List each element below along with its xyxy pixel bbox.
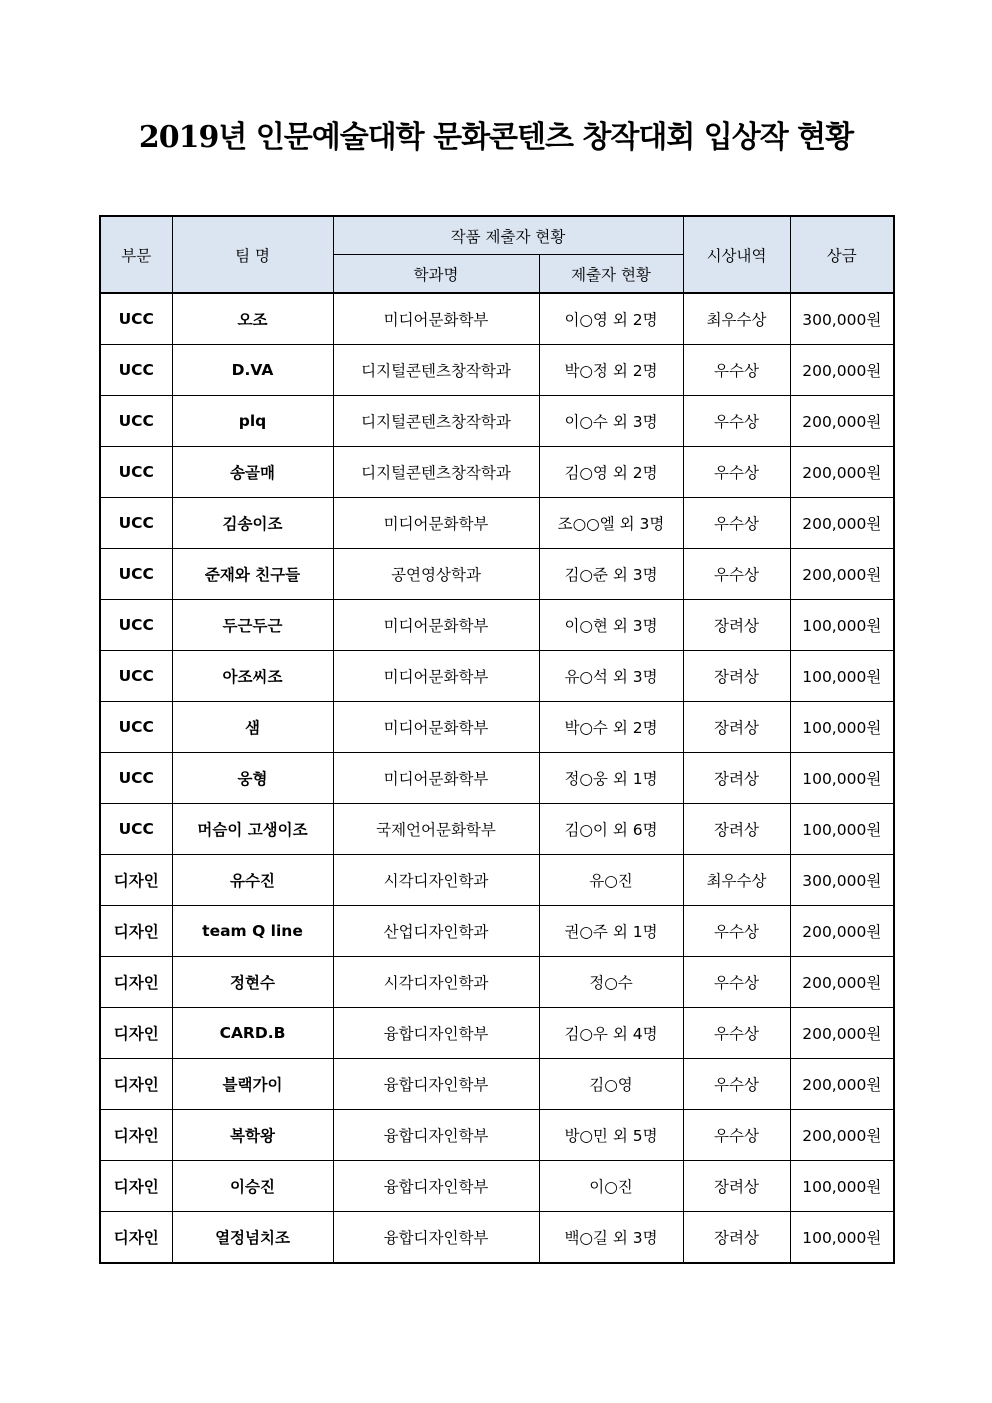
table-body bbox=[100, 293, 894, 1263]
cell-department: 디지털콘텐츠창작학과 bbox=[333, 345, 539, 396]
cell-prize: 200,000원 bbox=[790, 1059, 894, 1110]
cell-prize: 100,000원 bbox=[790, 753, 894, 804]
cell-team: 송골매 bbox=[172, 447, 333, 498]
table-row bbox=[100, 1161, 894, 1212]
cell-team: 복학왕 bbox=[172, 1110, 333, 1161]
cell-division: 디자인 bbox=[100, 906, 172, 957]
header-prize: 상금 bbox=[790, 216, 894, 293]
cell-prize: 200,000원 bbox=[790, 345, 894, 396]
cell-prize: 200,000원 bbox=[790, 447, 894, 498]
table-row bbox=[100, 1059, 894, 1110]
cell-team: 오조 bbox=[172, 293, 333, 345]
cell-division: 디자인 bbox=[100, 1161, 172, 1212]
table-row bbox=[100, 855, 894, 906]
cell-department: 디지털콘텐츠창작학과 bbox=[333, 447, 539, 498]
cell-submitter: 권○주 외 1명 bbox=[539, 906, 683, 957]
header-award: 시상내역 bbox=[683, 216, 790, 293]
cell-division: UCC bbox=[100, 600, 172, 651]
cell-prize: 300,000원 bbox=[790, 293, 894, 345]
cell-award: 장려상 bbox=[683, 1161, 790, 1212]
cell-prize: 200,000원 bbox=[790, 396, 894, 447]
cell-department: 미디어문화학부 bbox=[333, 600, 539, 651]
cell-division: UCC bbox=[100, 651, 172, 702]
cell-department: 융합디자인학부 bbox=[333, 1110, 539, 1161]
cell-division: UCC bbox=[100, 549, 172, 600]
cell-submitter: 유○석 외 3명 bbox=[539, 651, 683, 702]
cell-team: 아조씨조 bbox=[172, 651, 333, 702]
cell-department: 산업디자인학과 bbox=[333, 906, 539, 957]
cell-award: 우수상 bbox=[683, 396, 790, 447]
cell-submitter: 이○수 외 3명 bbox=[539, 396, 683, 447]
cell-department: 미디어문화학부 bbox=[333, 651, 539, 702]
cell-division: 디자인 bbox=[100, 957, 172, 1008]
cell-submitter: 정○수 bbox=[539, 957, 683, 1008]
cell-division: UCC bbox=[100, 753, 172, 804]
table-row bbox=[100, 957, 894, 1008]
cell-prize: 200,000원 bbox=[790, 498, 894, 549]
cell-team: 준재와 친구들 bbox=[172, 549, 333, 600]
table-row bbox=[100, 753, 894, 804]
cell-department: 미디어문화학부 bbox=[333, 498, 539, 549]
cell-division: 디자인 bbox=[100, 1212, 172, 1264]
table-row bbox=[100, 804, 894, 855]
cell-submitter: 유○진 bbox=[539, 855, 683, 906]
cell-submitter: 이○현 외 3명 bbox=[539, 600, 683, 651]
cell-award: 장려상 bbox=[683, 1212, 790, 1264]
cell-team: 유수진 bbox=[172, 855, 333, 906]
cell-division: UCC bbox=[100, 293, 172, 345]
cell-award: 우수상 bbox=[683, 1008, 790, 1059]
table-row bbox=[100, 396, 894, 447]
cell-division: UCC bbox=[100, 396, 172, 447]
header-division: 부문 bbox=[100, 216, 172, 293]
cell-department: 융합디자인학부 bbox=[333, 1008, 539, 1059]
awards-table bbox=[99, 215, 895, 1264]
table-row bbox=[100, 1008, 894, 1059]
cell-team: 머슴이 고생이조 bbox=[172, 804, 333, 855]
cell-prize: 100,000원 bbox=[790, 804, 894, 855]
table-row bbox=[100, 600, 894, 651]
cell-department: 미디어문화학부 bbox=[333, 702, 539, 753]
cell-award: 우수상 bbox=[683, 447, 790, 498]
table-row bbox=[100, 293, 894, 345]
cell-department: 국제언어문화학부 bbox=[333, 804, 539, 855]
cell-prize: 100,000원 bbox=[790, 651, 894, 702]
cell-department: 미디어문화학부 bbox=[333, 293, 539, 345]
cell-prize: 100,000원 bbox=[790, 1161, 894, 1212]
cell-division: 디자인 bbox=[100, 1059, 172, 1110]
cell-prize: 200,000원 bbox=[790, 1110, 894, 1161]
table-row bbox=[100, 702, 894, 753]
cell-team: 샘 bbox=[172, 702, 333, 753]
cell-prize: 100,000원 bbox=[790, 1212, 894, 1264]
cell-department: 융합디자인학부 bbox=[333, 1161, 539, 1212]
cell-team: 열정넘치조 bbox=[172, 1212, 333, 1264]
cell-department: 융합디자인학부 bbox=[333, 1212, 539, 1264]
cell-team: D.VA bbox=[172, 345, 333, 396]
cell-team: 정현수 bbox=[172, 957, 333, 1008]
cell-submitter: 김○영 외 2명 bbox=[539, 447, 683, 498]
cell-department: 디지털콘텐츠창작학과 bbox=[333, 396, 539, 447]
cell-award: 장려상 bbox=[683, 651, 790, 702]
cell-award: 우수상 bbox=[683, 498, 790, 549]
table-row bbox=[100, 345, 894, 396]
cell-submitter: 이○진 bbox=[539, 1161, 683, 1212]
cell-prize: 100,000원 bbox=[790, 600, 894, 651]
cell-award: 우수상 bbox=[683, 957, 790, 1008]
cell-division: 디자인 bbox=[100, 1110, 172, 1161]
cell-submitter: 정○웅 외 1명 bbox=[539, 753, 683, 804]
cell-award: 우수상 bbox=[683, 1110, 790, 1161]
cell-team: 블랙가이 bbox=[172, 1059, 333, 1110]
cell-prize: 100,000원 bbox=[790, 702, 894, 753]
cell-department: 융합디자인학부 bbox=[333, 1059, 539, 1110]
cell-award: 우수상 bbox=[683, 345, 790, 396]
cell-submitter: 조○○엘 외 3명 bbox=[539, 498, 683, 549]
cell-department: 공연영상학과 bbox=[333, 549, 539, 600]
cell-team: 김송이조 bbox=[172, 498, 333, 549]
table-row bbox=[100, 498, 894, 549]
table-row bbox=[100, 447, 894, 498]
cell-department: 시각디자인학과 bbox=[333, 855, 539, 906]
cell-division: UCC bbox=[100, 447, 172, 498]
cell-submitter: 방○민 외 5명 bbox=[539, 1110, 683, 1161]
cell-team: 두근두근 bbox=[172, 600, 333, 651]
cell-team: 웅형 bbox=[172, 753, 333, 804]
cell-prize: 200,000원 bbox=[790, 957, 894, 1008]
cell-submitter: 김○준 외 3명 bbox=[539, 549, 683, 600]
page-title: 2019년 인문예술대학 문화콘텐츠 창작대회 입상작 현황 bbox=[138, 120, 854, 155]
cell-award: 최우수상 bbox=[683, 855, 790, 906]
cell-division: UCC bbox=[100, 498, 172, 549]
table-row bbox=[100, 1110, 894, 1161]
cell-department: 미디어문화학부 bbox=[333, 753, 539, 804]
cell-team: CARD.B bbox=[172, 1008, 333, 1059]
cell-submitter: 김○우 외 4명 bbox=[539, 1008, 683, 1059]
cell-award: 우수상 bbox=[683, 906, 790, 957]
cell-team: 이승진 bbox=[172, 1161, 333, 1212]
table-row bbox=[100, 651, 894, 702]
cell-submitter: 백○길 외 3명 bbox=[539, 1212, 683, 1264]
cell-award: 장려상 bbox=[683, 600, 790, 651]
cell-award: 장려상 bbox=[683, 804, 790, 855]
cell-award: 장려상 bbox=[683, 702, 790, 753]
header-department: 학과명 bbox=[333, 255, 539, 294]
table-row bbox=[100, 906, 894, 957]
cell-division: UCC bbox=[100, 804, 172, 855]
cell-award: 장려상 bbox=[683, 753, 790, 804]
header-submitter: 제출자 현황 bbox=[539, 255, 683, 294]
cell-award: 우수상 bbox=[683, 549, 790, 600]
cell-division: 디자인 bbox=[100, 855, 172, 906]
cell-submitter: 박○정 외 2명 bbox=[539, 345, 683, 396]
cell-division: UCC bbox=[100, 345, 172, 396]
cell-prize: 200,000원 bbox=[790, 1008, 894, 1059]
cell-submitter: 김○이 외 6명 bbox=[539, 804, 683, 855]
cell-submitter: 박○수 외 2명 bbox=[539, 702, 683, 753]
cell-submitter: 김○영 bbox=[539, 1059, 683, 1110]
cell-award: 우수상 bbox=[683, 1059, 790, 1110]
cell-division: UCC bbox=[100, 702, 172, 753]
cell-division: 디자인 bbox=[100, 1008, 172, 1059]
cell-team: plq bbox=[172, 396, 333, 447]
cell-prize: 200,000원 bbox=[790, 549, 894, 600]
cell-department: 시각디자인학과 bbox=[333, 957, 539, 1008]
header-submission-group: 작품 제출자 현황 bbox=[333, 216, 683, 255]
cell-prize: 300,000원 bbox=[790, 855, 894, 906]
cell-award: 최우수상 bbox=[683, 293, 790, 345]
header-team: 팀 명 bbox=[172, 216, 333, 293]
cell-submitter: 이○영 외 2명 bbox=[539, 293, 683, 345]
cell-prize: 200,000원 bbox=[790, 906, 894, 957]
table-header bbox=[100, 216, 894, 293]
cell-team: team Q line bbox=[172, 906, 333, 957]
table-row bbox=[100, 1212, 894, 1264]
table-row bbox=[100, 549, 894, 600]
